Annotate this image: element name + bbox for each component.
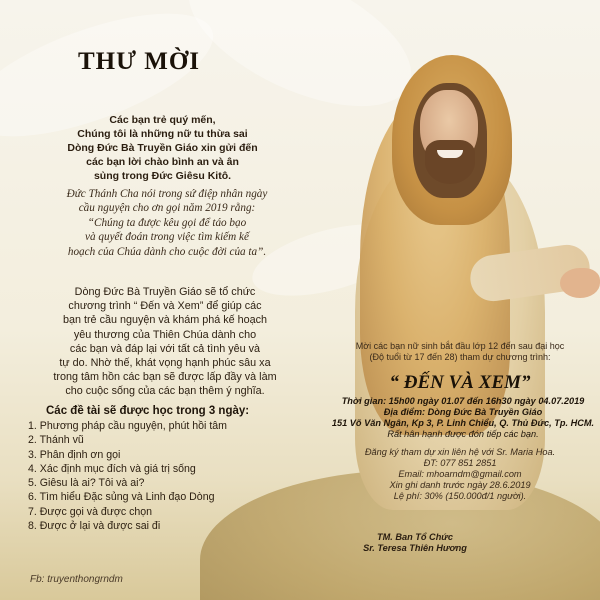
signature-block — [335, 532, 495, 554]
signature-name: Sr. Teresa Thiên Hương — [363, 543, 467, 553]
intro-line: bạn trẻ cầu nguyện và khám phá kế hoạch — [62, 314, 268, 327]
signature-org: TM. Ban Tổ Chức — [377, 532, 453, 542]
topics-list — [28, 419, 308, 533]
contact-deadline: Xin ghi danh trước ngày 28.6.2019 — [389, 480, 531, 490]
event-details — [318, 396, 600, 440]
program-intro-block — [20, 285, 310, 399]
event-place: Địa điểm: Dòng Đức Bà Truyền Giáo — [383, 407, 543, 417]
topic-item: 8. Được ở lại và được sai đi — [28, 520, 161, 533]
facebook-credit: Fb: truyenthongrndm — [30, 574, 123, 585]
beard-illustration — [425, 140, 475, 184]
contact-phone: ĐT: 077 851 2851 — [423, 458, 497, 468]
quote-line: và quyết đoán trong việc tìm kiếm kế — [85, 231, 249, 244]
topics-heading: Các đề tài sẽ được học trong 3 ngày: — [46, 405, 250, 417]
pope-quote-block — [22, 187, 312, 259]
invite-line: (Độ tuổi từ 17 đến 28) tham dự chương trình: — [369, 352, 551, 362]
quote-line: “Chúng ta được kêu gọi để táo bạo — [87, 216, 247, 229]
intro-line: các bạn và đáp lại với tất cả tình yêu và — [69, 342, 261, 355]
contact-block — [315, 447, 600, 502]
intro-line: chương trình “ Đến và Xem” để giúp các — [68, 300, 262, 313]
intro-line: cho cuộc sống của các bạn thêm ý nghĩa. — [65, 385, 265, 398]
topic-item: 3. Phân định ơn gọi — [28, 448, 121, 461]
event-time: Thời gian: 15h00 ngày 01.07 đến 16h30 ngày 04.07.2019 — [341, 396, 585, 406]
invite-line: Mời các bạn nữ sinh bắt đầu lớp 12 đến sau đại học — [355, 341, 565, 351]
intro-line: tự do. Nhờ thế, khát vọng hạnh phúc sâu xa — [59, 357, 271, 370]
topic-item: 4. Xác định mục đích và giá trị sống — [28, 462, 196, 475]
event-name: “ ĐẾN VÀ XEM” — [389, 372, 531, 393]
event-welcome: Rất hân hạnh được đón tiếp các bạn. — [387, 429, 539, 439]
smile-illustration — [437, 150, 463, 158]
invite-block — [325, 341, 595, 363]
topic-item: 1. Phương pháp cầu nguyện, phút hồi tâm — [28, 420, 227, 432]
topic-item: 5. Giêsu là ai? Tôi và ai? — [28, 477, 145, 490]
intro-line: yêu thương của Thiên Chúa dành cho — [73, 328, 257, 341]
event-address: 151 Võ Văn Ngân, Kp 3, P. Linh Chiểu, Q. Thủ Đức, Tp. HCM. — [331, 418, 595, 428]
greeting-line: Các bạn trẻ quý mến, — [109, 114, 216, 126]
greeting-line: Chúng tôi là những nữ tu thừa sai — [77, 128, 248, 140]
greeting-line: sủng trong Đức Giêsu Kitô. — [93, 170, 232, 182]
greeting-line: các bạn lời chào bình an và ân — [86, 156, 239, 168]
page-title: THƯ MỜI — [78, 48, 201, 75]
topic-item: 2. Thánh vũ — [28, 434, 84, 447]
contact-line: Đăng ký tham dự xin liên hệ với Sr. Maria Hoa. — [364, 447, 556, 457]
topic-item: 7. Được gọi và được chọn — [28, 505, 153, 518]
open-hand-illustration — [560, 268, 600, 298]
quote-line: hoạch của Chúa dành cho cuộc đời của ta”. — [67, 245, 267, 258]
quote-line: cầu nguyện cho ơn gọi năm 2019 rằng: — [78, 202, 256, 215]
intro-line: Dòng Đức Bà Truyền Giáo sẽ tổ chức — [74, 286, 256, 298]
quote-line: Đức Thánh Cha nói trong sứ điệp nhân ngày — [66, 188, 268, 200]
greeting-block — [40, 113, 285, 183]
topic-item: 6. Tìm hiểu Đặc sủng và Linh đạo Dòng — [28, 491, 215, 504]
intro-line: trong tâm hồn các bạn sẽ được lấp đầy và làm — [53, 371, 277, 384]
greeting-line: Dòng Đức Bà Truyền Giáo xin gửi đến — [67, 142, 258, 154]
contact-fee: Lệ phí: 30% (150.000đ/1 người). — [393, 491, 527, 501]
contact-email: Email: mhoarndm@gmail.com — [398, 469, 522, 479]
